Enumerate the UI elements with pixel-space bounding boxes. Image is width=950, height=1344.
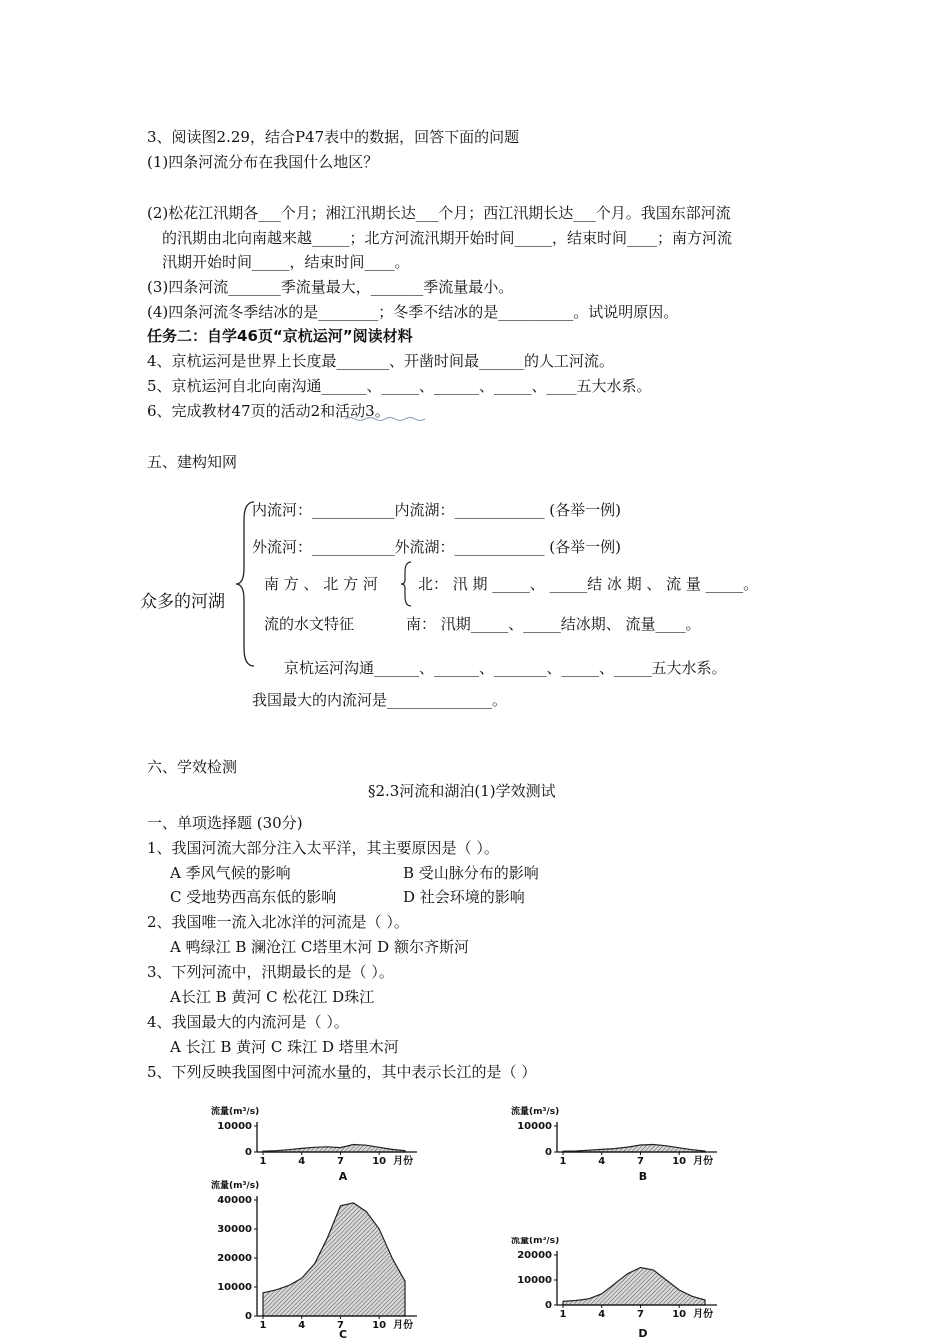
part1-heading: 一、单项选择题 (30分) [147, 814, 303, 832]
y-axis-title: 流量(m³/s) [211, 1107, 260, 1117]
mcq1-option-a: A 季风气候的影响 [170, 864, 291, 882]
chart-label: D [638, 1327, 648, 1340]
mcq1-option-c: C 受地势西高东低的影响 [170, 888, 337, 906]
y-tick-label: 30000 [217, 1224, 252, 1235]
concept-north-south-a: 南 方 、 北 方 河 [264, 575, 378, 593]
mcq4: 4、我国最大的内流河是（ ）。 [147, 1013, 349, 1031]
y-tick-label: 10000 [217, 1121, 252, 1132]
x-tick-label: 1 [259, 1320, 267, 1331]
x-tick-label: 7 [636, 1156, 644, 1167]
mcq5: 5、下列反映我国图中河流水量的，其中表示长江的是（ ） [147, 1063, 537, 1081]
q3-sub2-line1: (2)松花江汛期各___个月；湘江汛期长达___个月；西江汛期长达___个月。我国东部河流 [147, 204, 731, 222]
flow-area-series [263, 1203, 405, 1316]
y-tick-label: 40000 [217, 1195, 252, 1206]
concept-north: 北： 汛 期 _____、 _____结 冰 期 、 流 量 _____。 [418, 575, 759, 593]
mcq2: 2、我国唯一流入北冰洋的河流是（ ）。 [147, 913, 409, 931]
concept-map-root: 众多的河湖 [140, 592, 225, 612]
hydrograph-d [505, 1237, 735, 1344]
task2-q5: 5、京杭运河自北向南沟通______、_____、______、_____、____五大水系。 [147, 377, 652, 395]
flow-area-series [563, 1268, 705, 1306]
y-tick-label: 20000 [517, 1250, 552, 1261]
q3-sub1: (1)四条河流分布在我国什么地区？ [147, 153, 379, 171]
task2-q4: 4、京杭运河是世界上长度最_______、开凿时间最______的人工河流。 [147, 352, 615, 370]
x-axis-unit: 月份 [393, 1320, 414, 1331]
y-tick-label: 0 [545, 1300, 552, 1311]
hydrograph-a [205, 1100, 435, 1190]
concept-outer-rivers: 外流河：___________外流湖：____________ (各举一例) [252, 538, 621, 556]
x-axis-unit: 月份 [693, 1309, 714, 1320]
x-tick-label: 10 [672, 1309, 687, 1320]
x-tick-label: 1 [559, 1156, 567, 1167]
x-axis-unit: 月份 [393, 1156, 414, 1167]
mcq2-options: A 鸭绿江 B 澜沧江 C塔里木河 D 额尔齐斯河 [170, 938, 469, 956]
concept-largest-inland: 我国最大的内流河是______________。 [252, 691, 508, 709]
wavy-underline [345, 416, 425, 422]
flow-area-series [563, 1145, 705, 1153]
x-tick-label: 4 [298, 1156, 306, 1167]
mcq1-option-d: D 社会环境的影响 [403, 888, 525, 906]
x-axis-unit: 月份 [693, 1156, 714, 1167]
y-axis-title: 流量(m³/s) [511, 1237, 560, 1246]
task2-title: 任务二：自学46页“京杭运河”阅读材料 [147, 327, 413, 345]
mcq1-option-b: B 受山脉分布的影响 [403, 864, 539, 882]
mcq1: 1、我国河流大部分注入太平洋，其主要原因是（ ）。 [147, 839, 499, 857]
y-tick-label: 0 [245, 1311, 252, 1322]
concept-canal: 京杭运河沟通______、______、_______、_____、_____五大水系。 [284, 659, 727, 677]
q3-sub2-line2: 的汛期由北向南越来越_____；北方河流汛期开始时间_____，结束时间____；南方河流 [162, 229, 733, 247]
y-tick-label: 10000 [517, 1121, 552, 1132]
mcq3-options: A长江 B 黄河 C 松花江 D珠江 [170, 988, 375, 1006]
x-tick-label: 10 [372, 1156, 387, 1167]
x-tick-label: 1 [559, 1309, 567, 1320]
big-brace [234, 500, 258, 668]
hydrograph-c [205, 1178, 435, 1344]
concept-north-south-b: 流的水文特征 [264, 615, 355, 633]
hydrograph-b [505, 1100, 735, 1190]
chart-label: A [338, 1170, 348, 1183]
section6-heading: 六、学效检测 [147, 758, 238, 776]
small-brace [399, 560, 413, 608]
chart-label: C [338, 1328, 348, 1341]
y-tick-label: 0 [245, 1147, 252, 1158]
mcq3: 3、下列河流中，汛期最长的是（ ）。 [147, 963, 394, 981]
x-tick-label: 4 [298, 1320, 306, 1331]
y-tick-label: 10000 [517, 1275, 552, 1286]
flow-area-series [263, 1145, 405, 1153]
y-axis-title: 流量(m³/s) [211, 1181, 260, 1191]
y-tick-label: 0 [545, 1147, 552, 1158]
x-tick-label: 4 [598, 1156, 606, 1167]
test-title: §2.3河流和湖泊(1)学效测试 [368, 782, 556, 800]
y-tick-label: 10000 [217, 1282, 252, 1293]
x-tick-label: 7 [636, 1309, 644, 1320]
section5-heading: 五、建构知网 [147, 453, 238, 471]
x-tick-label: 10 [672, 1156, 687, 1167]
x-tick-label: 7 [336, 1320, 344, 1331]
q3-sub2-line3: 汛期开始时间_____，结束时间____。 [162, 253, 410, 271]
q3-intro: 3、阅读图2.29，结合P47表中的数据，回答下面的问题 [147, 128, 520, 146]
x-tick-label: 4 [598, 1309, 606, 1320]
y-axis-title: 流量(m³/s) [511, 1107, 560, 1117]
q3-sub4: (4)四条河流冬季结冰的是________；冬季不结冰的是__________。试说明原因。 [147, 303, 679, 321]
chart-label: B [638, 1170, 648, 1183]
q3-sub3: (3)四条河流_______季流量最大，_______季流量最小。 [147, 278, 514, 296]
concept-south: 南： 汛期_____、_____结冰期、 流量____。 [406, 615, 701, 633]
mcq4-options: A 长江 B 黄河 C 珠江 D 塔里木河 [170, 1038, 399, 1056]
x-tick-label: 7 [336, 1156, 344, 1167]
concept-inner-rivers: 内流河：___________内流湖：____________ (各举一例) [252, 501, 621, 519]
y-tick-label: 20000 [217, 1253, 252, 1264]
task2-q6: 6、完成教材47页的活动2和活动3。 [147, 402, 390, 420]
x-tick-label: 1 [259, 1156, 267, 1167]
x-tick-label: 10 [372, 1320, 387, 1331]
